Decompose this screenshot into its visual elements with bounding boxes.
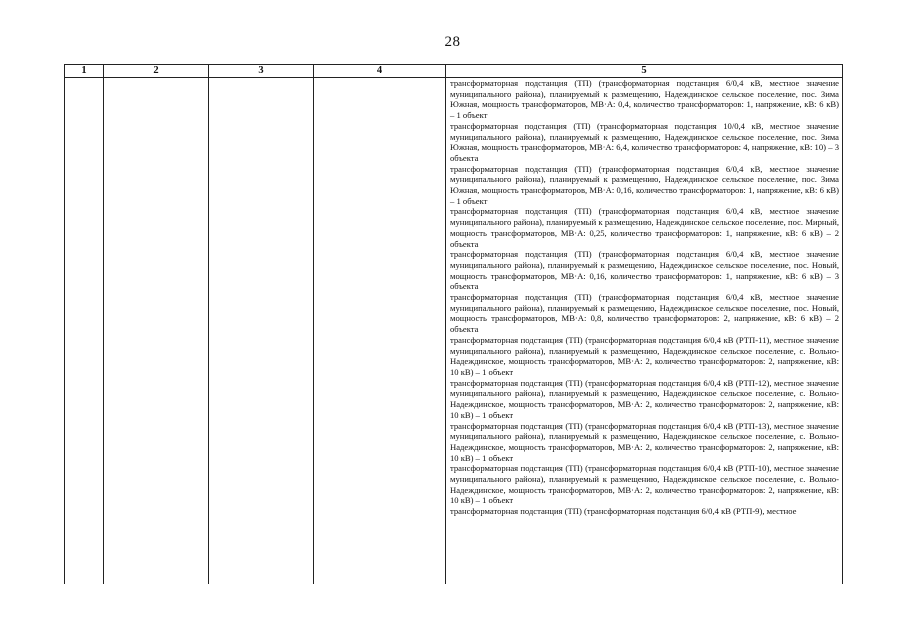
substation-entry: трансформаторная подстанция (ТП) (трансформаторная подстанция 6/0,4 кВ (РТП-13), местное значение муниципального района), планируемый к размещению, Надеждинское сельское поселение, с. Вольно-Надеждинское, мощность трансформаторов, МВ·А: 2, количество трансформаторов: 2, напряжение, кВ: 10 кВ) – 1 объект (450, 420, 839, 463)
substation-entry: трансформаторная подстанция (ТП) (трансформаторная подстанция 6/0,4 кВ, местное значение муниципального района), планируемый к размещению, Надеждинское сельское поселение, пос. Новый, мощность трансформаторов, МВ·А: 0,16, количество трансформаторов: 1, напряжение, кВ: 6 кВ) – 3 объекта (450, 249, 839, 292)
page-number: 28 (444, 34, 461, 50)
column-header-1: 1 (65, 65, 104, 78)
column-5-cell (446, 78, 843, 585)
column-header-2: 2 (104, 65, 209, 78)
substation-entry: трансформаторная подстанция (ТП) (трансформаторная подстанция 10/0,4 кВ, местное значение муниципального района), планируемый к размещению, Надеждинское сельское поселение, пос. Зима Южная, мощность трансформаторов, МВ·А: 6,4, количество трансформаторов: 4, напряжение, кВ: 10) – 3 объекта (450, 120, 839, 163)
table-row (65, 78, 843, 585)
substation-entry-partial: трансформаторная подстанция (ТП) (трансформаторная подстанция 6/0,4 кВ (РТП-9), местное (450, 506, 797, 517)
table-header-row (65, 65, 843, 78)
column-2-cell (104, 78, 209, 585)
column-header-3: 3 (209, 65, 314, 78)
substation-entry: трансформаторная подстанция (ТП) (трансформаторная подстанция 6/0,4 кВ, местное значение муниципального района), планируемый к размещению, Надеждинское сельское поселение, пос. Зима Южная, мощность трансформаторов, МВ·А: 0,16, количество трансформаторов: 1, напряжение, кВ: 6 кВ) – 1 объект (450, 163, 839, 206)
column-3-cell (209, 78, 314, 585)
column-4-cell (314, 78, 446, 585)
substation-entries-list (446, 78, 842, 517)
substation-entry: трансформаторная подстанция (ТП) (трансформаторная подстанция 6/0,4 кВ (РТП-10), местное значение муниципального района), планируемый к размещению, Надеждинское сельское поселение, с. Вольно-Надеждинское, мощность трансформаторов, МВ·А: 2, количество трансформаторов: 2, напряжение, кВ: 10 кВ) – 1 объект (450, 463, 839, 506)
substation-entry: трансформаторная подстанция (ТП) (трансформаторная подстанция 6/0,4 кВ, местное значение муниципального района), планируемый к размещению, Надеждинское сельское поселение, пос. Мирный, мощность трансформаторов, МВ·А: 0,25, количество трансформаторов: 1, напряжение, кВ: 6 кВ) – 2 объекта (450, 206, 839, 249)
substation-entry: трансформаторная подстанция (ТП) (трансформаторная подстанция 6/0,4 кВ (РТП-11), местное значение муниципального района), планируемый к размещению, Надеждинское сельское поселение, с. Вольно-Надеждинское, мощность трансформаторов, МВ·А: 2, количество трансформаторов: 2, напряжение, кВ: 10 кВ) – 1 объект (450, 334, 839, 377)
column-header-4: 4 (314, 65, 446, 78)
column-1-cell (65, 78, 104, 585)
substation-entry: трансформаторная подстанция (ТП) (трансформаторная подстанция 6/0,4 кВ (РТП-12), местное значение муниципального района), планируемый к размещению, Надеждинское сельское поселение, с. Вольно-Надеждинское, мощность трансформаторов, МВ·А: 2, количество трансформаторов: 2, напряжение, кВ: 10 кВ) – 1 объект (450, 377, 839, 420)
substation-entry: трансформаторная подстанция (ТП) (трансформаторная подстанция 6/0,4 кВ, местное значение муниципального района), планируемый к размещению, Надеждинское сельское поселение, пос. Новый, мощность трансформаторов, МВ·А: 0,8, количество трансформаторов: 2, напряжение, кВ: 6 кВ) – 2 объекта (450, 292, 839, 335)
column-header-5: 5 (446, 65, 843, 78)
substation-entry: трансформаторная подстанция (ТП) (трансформаторная подстанция 6/0,4 кВ, местное значение муниципального района), планируемый к размещению, Надеждинское сельское поселение, пос. Зима Южная, мощность трансформаторов, МВ·А: 0,4, количество трансформаторов: 1, напряжение, кВ: 6 кВ) – 1 объект (450, 78, 839, 121)
document-table (64, 64, 843, 584)
